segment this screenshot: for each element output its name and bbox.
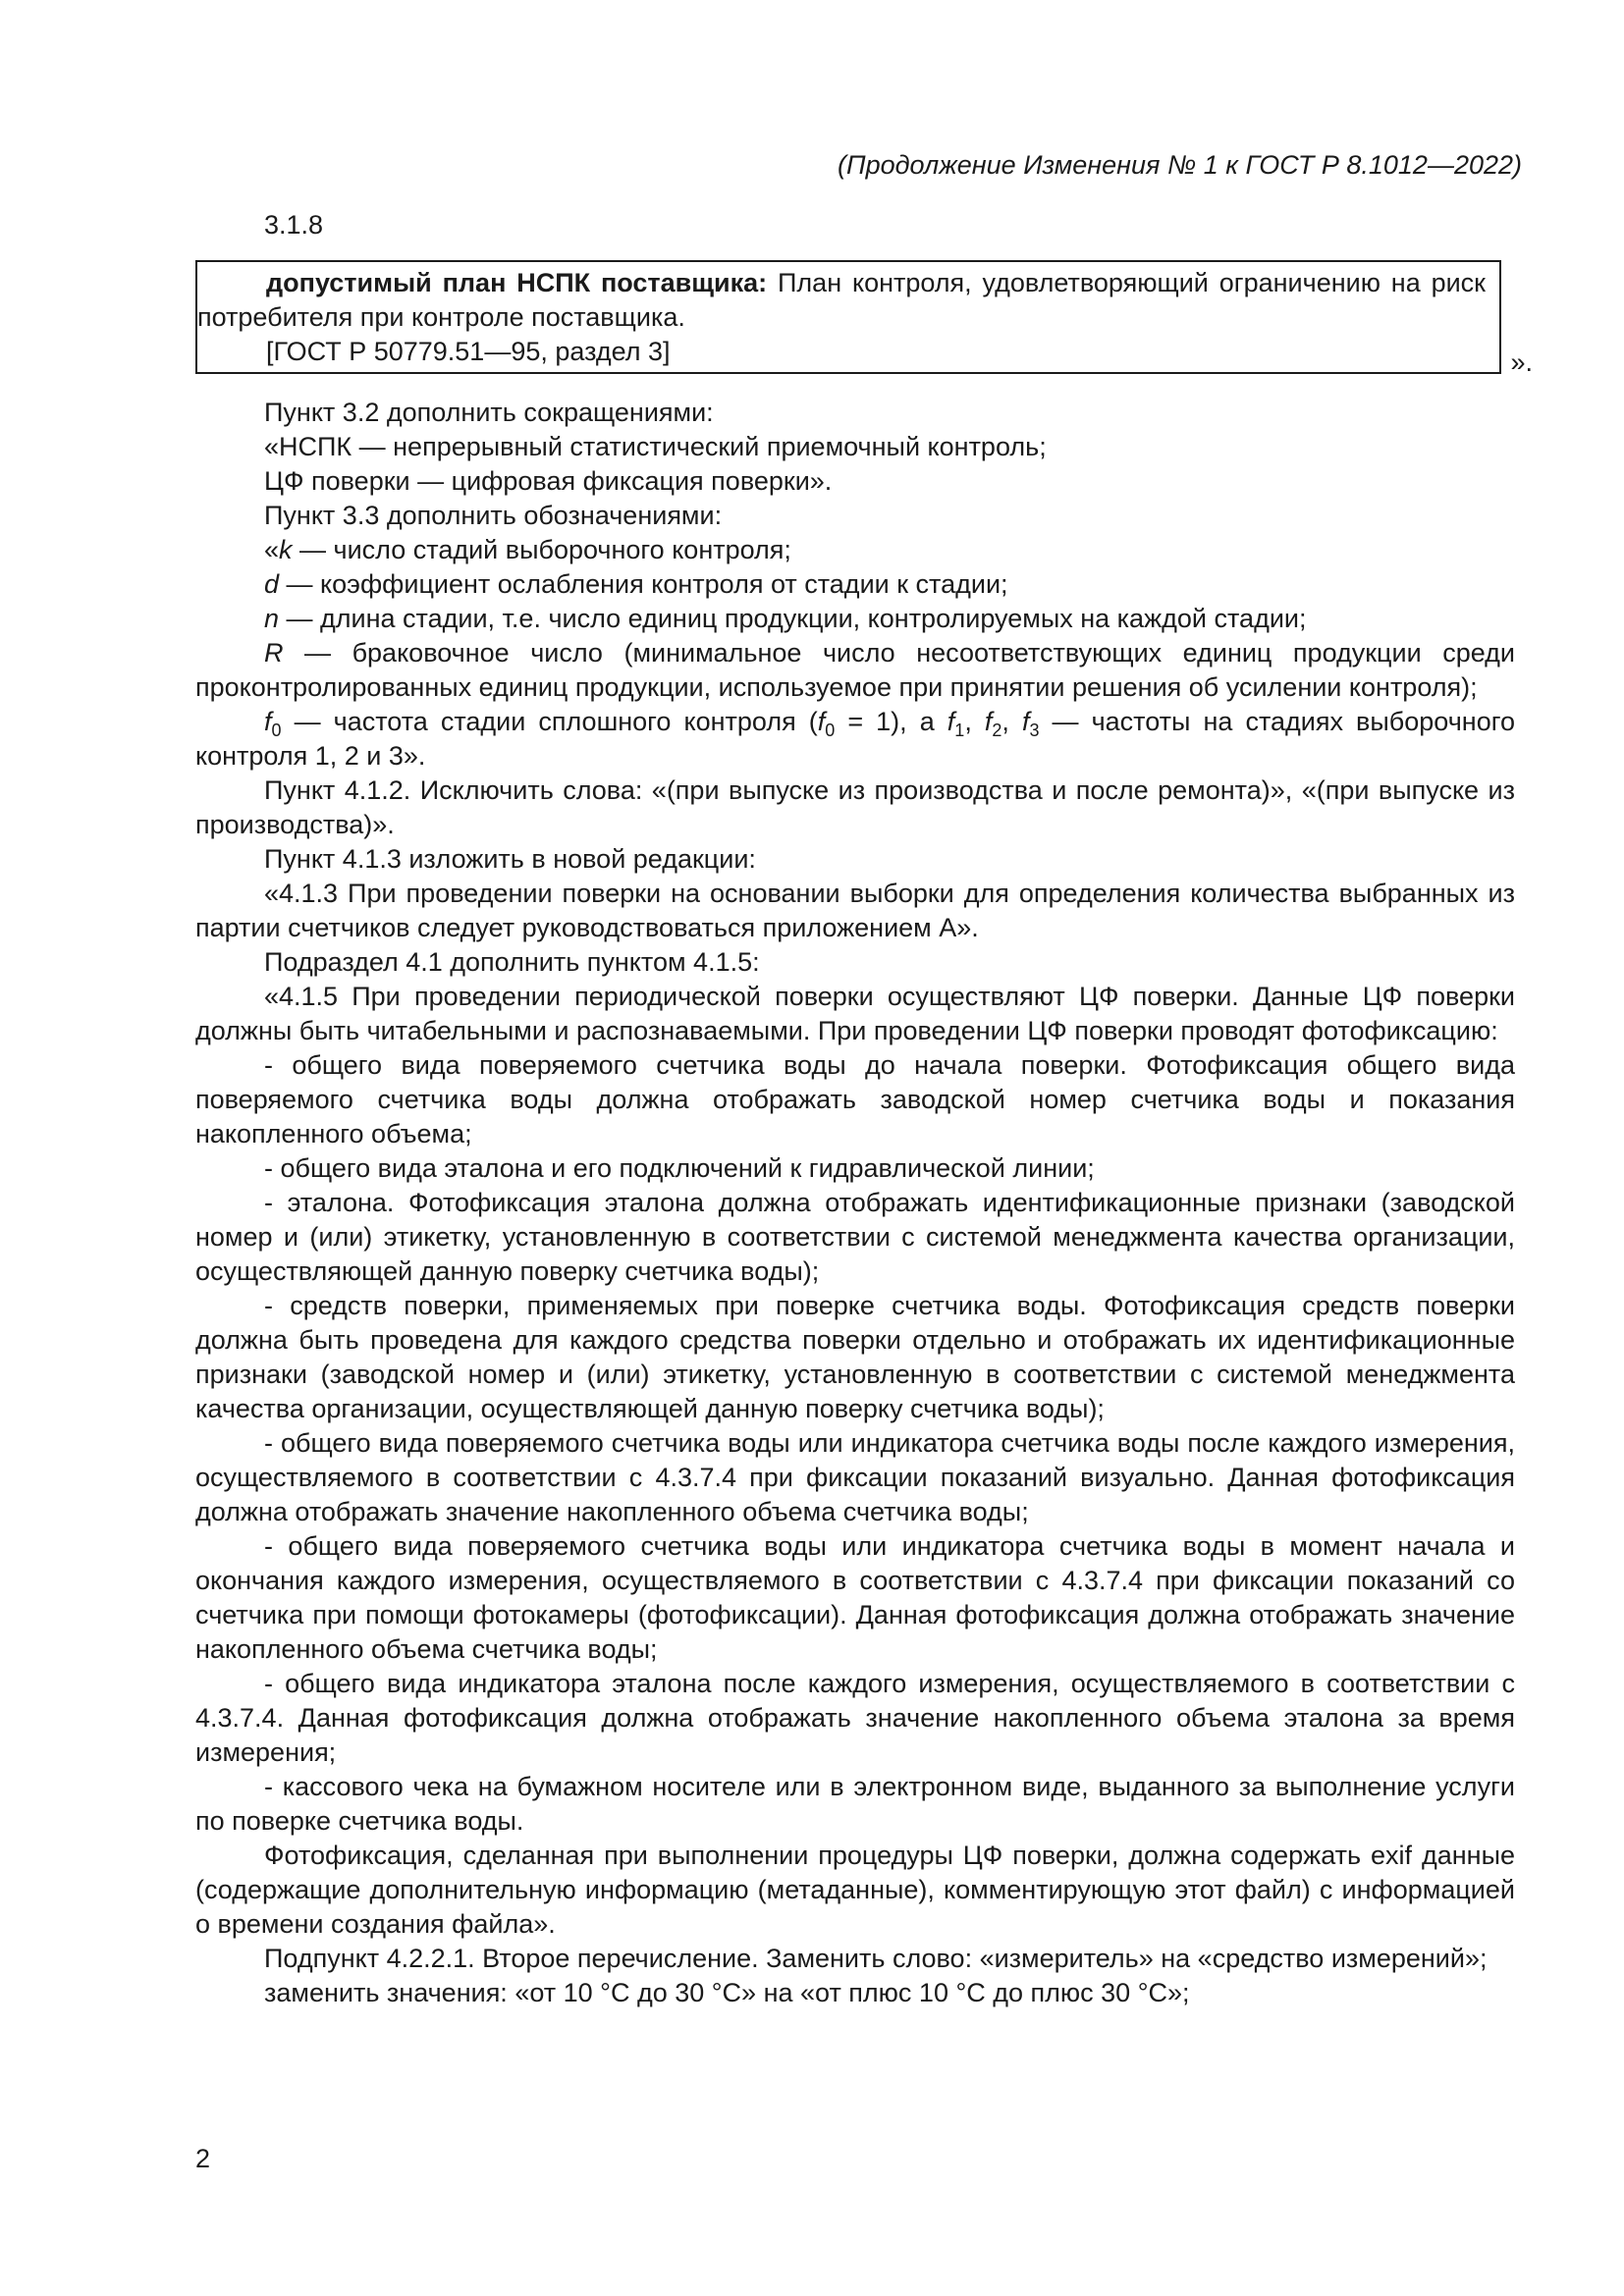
clause-number: 3.1.8 — [264, 210, 324, 240]
definition-paragraph — [197, 266, 1486, 335]
symbol-d-letter: d — [264, 569, 280, 599]
abbreviation-cf: ЦФ поверки — цифровая фиксация поверки». — [264, 466, 833, 496]
paragraph-photo-exif: Фотофиксация, сделанная при выполнении процедуры ЦФ поверки, должна содержать exif данные (содержащие дополнительную информацию (метаданные), комментирующую этот файл) с информацией о времени создания файла». — [195, 1841, 1515, 1939]
list-item-7: - общего вида индикатора эталона после каждого измерения, осуществляемого в соответствии с 4.3.7.4. Данная фотофиксация должна отображать значение накопленного объема эталона за время измерения; — [195, 1669, 1515, 1767]
definition-term: допустимый план НСПК поставщика: — [266, 268, 768, 297]
paragraph-3-2-intro: Пункт 3.2 дополнить сокращениями: — [264, 398, 714, 427]
list-item-1: - общего вида поверяемого счетчика воды до начала поверки. Фотофиксация общего вида поверяемого счетчика воды должна отображать заводской номер счетчика воды и показания накопленного объема; — [195, 1050, 1515, 1148]
paragraph-3-3-intro: Пункт 3.3 дополнить обозначениями: — [264, 501, 723, 530]
symbol-k: «k — число стадий выборочного контроля; — [264, 535, 791, 564]
document-body — [195, 208, 1533, 2010]
list-item-6: - общего вида поверяемого счетчика воды или индикатора счетчика воды в момент начала и окончания каждого измерения, осуществляемого в соответствии с 4.3.7.4 при фиксации показаний со счетчика при помощи фотокамеры (фотофиксации). Данная фотофиксация должна отображать значение накопленного объема счетчика воды; — [195, 1531, 1515, 1664]
symbol-d: d — коэффициент ослабления контроля от стадии к стадии; — [264, 569, 1008, 599]
running-header: (Продолжение Изменения № 1 к ГОСТ Р 8.1012—2022) — [838, 150, 1522, 180]
symbol-n: n — длина стадии, т.е. число единиц продукции, контролируемых на каждой стадии; — [264, 604, 1307, 633]
symbol-n-letter: n — [264, 604, 280, 633]
paragraph-4-1-3-text: «4.1.3 При проведении поверки на основании выборки для определения количества выбранных из партии счетчиков следует руководствоваться приложением А». — [195, 879, 1515, 942]
definition-box — [195, 260, 1533, 377]
paragraph-4-1-2: Пункт 4.1.2. Исключить слова: «(при выпуске из производства и после ремонта)», «(при выпуске из производства)». — [195, 775, 1515, 839]
symbol-k-letter: k — [279, 535, 293, 564]
paragraph-4-1-intro: Подраздел 4.1 дополнить пунктом 4.1.5: — [264, 947, 760, 977]
definition-source: [ГОСТ Р 50779.51—95, раздел 3] — [266, 337, 671, 366]
paragraph-4-1-3-intro: Пункт 4.1.3 изложить в новой редакции: — [264, 844, 756, 874]
abbreviation-nspk: «НСПК — непрерывный статистический приемочный контроль; — [264, 432, 1047, 461]
paragraph-4-1-5-text: «4.1.5 При проведении периодической поверки осуществляют ЦФ поверки. Данные ЦФ поверки должны быть читабельными и распознаваемыми. При проведении ЦФ поверки проводят фотофиксацию: — [195, 982, 1515, 1045]
list-item-8: - кассового чека на бумажном носителе или в электронном виде, выданного за выполнение услуги по поверке счетчика воды. — [195, 1772, 1515, 1836]
definition-text: План контроля, удовлетворяющий ограничению на риск потребителя при контроле поставщика. — [197, 268, 1486, 332]
page-number: 2 — [195, 2144, 211, 2173]
symbol-f: $f_0$ — частота стадии сплошного контроля $(f_0 = 1)$, а $f_1$, $f_2$, $f_3$ — частоты на стадиях выборочного контроля 1, 2 и 3». — [195, 707, 1515, 771]
paragraph-4-2-2-1-values: заменить значения: «от 10 °С до 30 °С» на «от плюс 10 °С до плюс 30 °С»; — [264, 1978, 1190, 2007]
paragraph-4-2-2-1: Подпункт 4.2.2.1. Второе перечисление. Заменить слово: «измеритель» на «средство измерений»; — [264, 1944, 1488, 1973]
list-item-4: - средств поверки, применяемых при поверке счетчика воды. Фотофиксация средств поверки должна быть проведена для каждого средства поверки отдельно и отображать их идентификационные признаки (заводской номер и (или) этикетку, установленную в соответствии с системой менеджмента качества организации, осуществляющей данную поверку счетчика воды); — [195, 1291, 1515, 1423]
symbol-r: R — браковочное число (минимальное число несоответствующих единиц продукции среди проконтролированных единиц продукции, используемое при принятии решения об усилении контроля); — [195, 638, 1515, 702]
symbol-r-letter: R — [264, 638, 284, 667]
closing-quote: ». — [1510, 347, 1533, 377]
list-item-2: - общего вида эталона и его подключений к гидравлической линии; — [264, 1153, 1095, 1183]
list-item-5: - общего вида поверяемого счетчика воды или индикатора счетчика воды после каждого измерения, осуществляемого в соответствии с 4.3.7.4 при фиксации показаний визуально. Данная фотофиксация должна отображать значение накопленного объема счетчика воды; — [195, 1428, 1515, 1526]
list-item-3: - эталона. Фотофиксация эталона должна отображать идентификационные признаки (заводской номер и (или) этикетку, установленную в соответствии с системой менеджмента качества организации, осуществляющей данную поверку счетчика воды); — [195, 1188, 1515, 1286]
